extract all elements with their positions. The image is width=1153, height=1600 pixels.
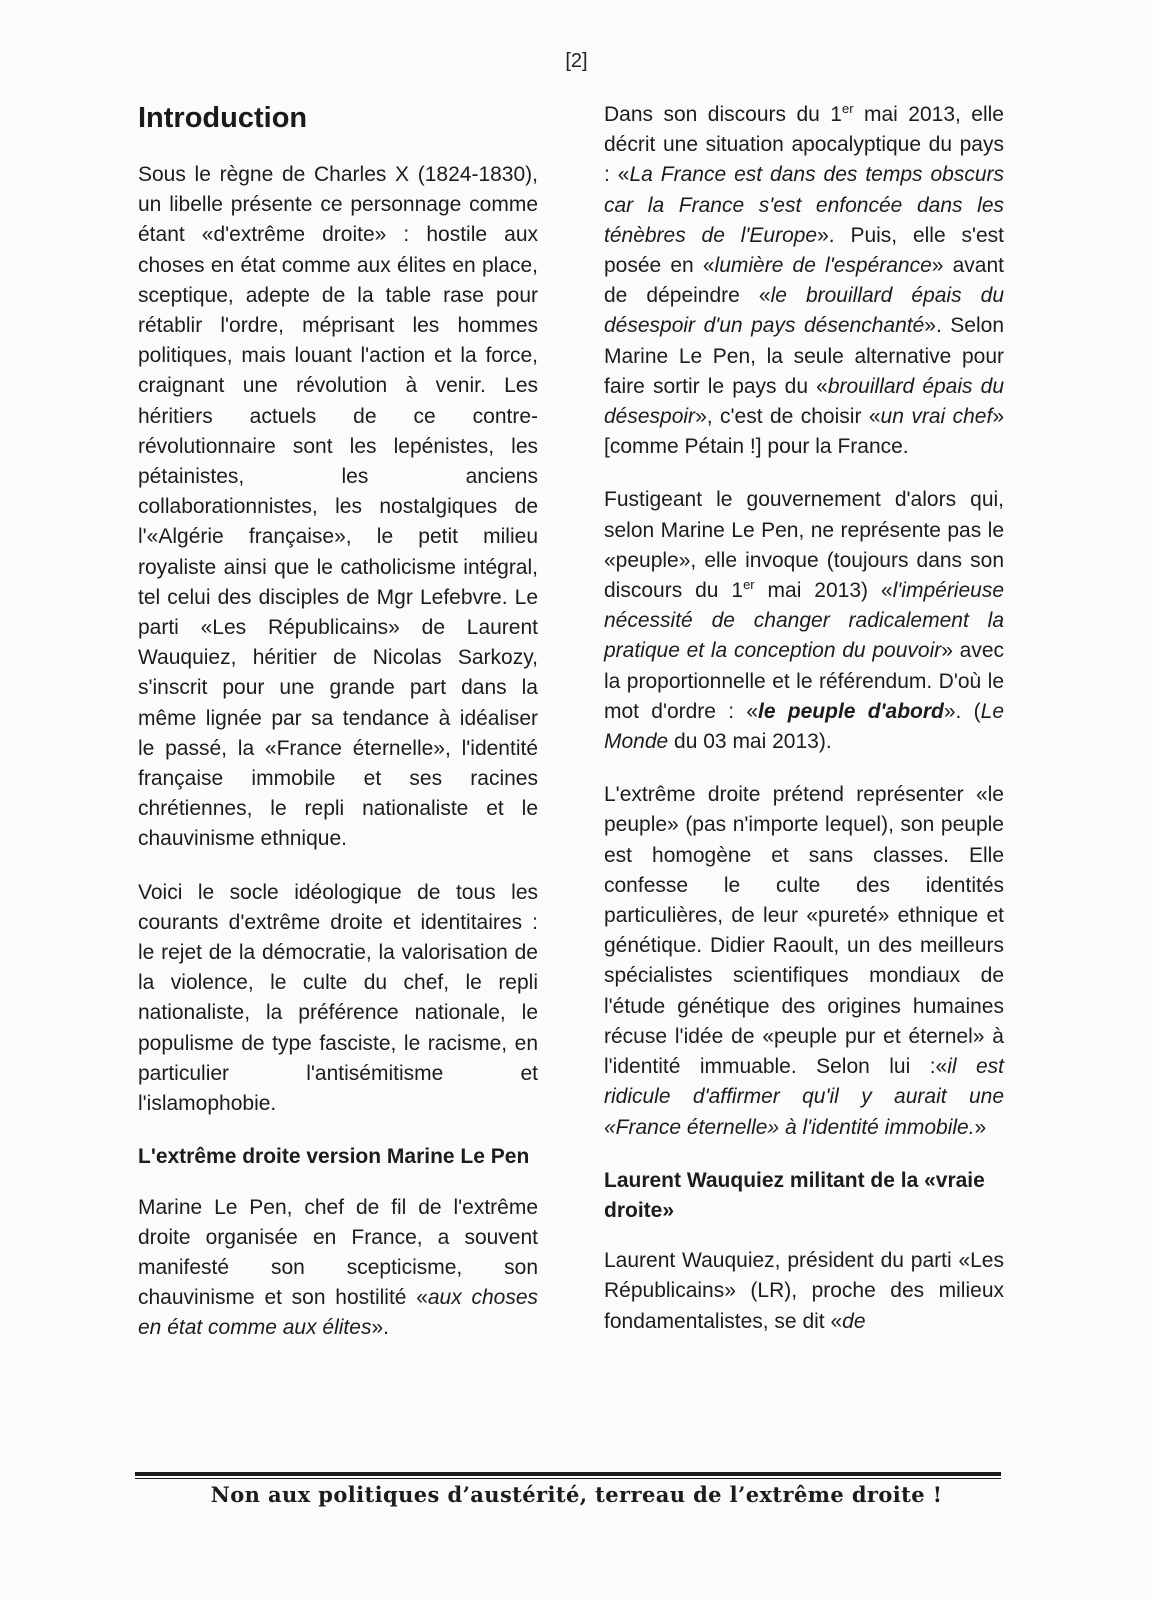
peuple-paragraph bbox=[604, 780, 1004, 1142]
wauquiez-paragraph bbox=[604, 1246, 1004, 1337]
italic-quote: La France est dans des temps obscurs car la France s'est enfoncée dans les ténèbres de l'Europe bbox=[604, 163, 1004, 247]
italic-quote: aux choses en état comme aux élites bbox=[138, 1286, 538, 1340]
footer-slogan: Non aux politiques d’austérité, terreau de l’extrême droite ! bbox=[210, 1482, 943, 1507]
fustigeant-paragraph bbox=[604, 485, 1004, 757]
text-run: ». ( bbox=[943, 699, 981, 723]
page-number: [2] bbox=[565, 50, 588, 72]
italic-quote: un vrai chef bbox=[880, 405, 993, 429]
text-run: Marine Le Pen, chef de fil de l'extrême droite organisée en France, a souvent manifesté son scepticisme, son chauvinisme et son hostilité « bbox=[138, 1195, 538, 1310]
text-run: » avant de dépeindre « bbox=[604, 254, 1004, 308]
text-run: » [comme Pétain !] pour la France. bbox=[604, 405, 1004, 459]
italic-quote: lumière de l'espérance bbox=[714, 254, 932, 278]
italic-quote: il est ridicule d'affirmer qu'il y aurait une «France éternelle» à l'identité immobile. bbox=[604, 1055, 1004, 1139]
text-run: Fustigeant le gouvernement d'alors qui, selon Marine Le Pen, ne représente pas le «peuple», elle invoque (toujours dans son discours du 1 bbox=[604, 488, 1004, 603]
text-run: L'extrême droite prétend représenter «le peuple» (pas n'importe lequel), son peuple est homogène et sans classes. Elle confesse le culte des identités particulières, de leur «pureté» ethnique et génétique. Didier Raoult, un des meilleurs spécialistes scientifiques mondiaux de l'étude génétique des origines humaines récuse l'idée de «peuple pur et éternel» à l'identité immuable. Selon lui :« bbox=[604, 783, 1004, 1079]
right-column bbox=[604, 100, 1004, 1360]
italic-quote: le brouillard épais du désespoir d'un pays désenchanté bbox=[604, 284, 1004, 338]
text-run: », c'est de choisir « bbox=[695, 405, 881, 429]
discours-paragraph bbox=[604, 100, 1004, 462]
intro-paragraph-1: Sous le règne de Charles X (1824-1830), un libelle présente ce personnage comme étant «d'extrême droite» : hostile aux choses en état comme aux élites en place, sceptique, adepte de la table rase pour rétablir l'ordre, méprisant les hommes politiques, mais louant l'action et la force, craignant une révolution à venir. Les héritiers actuels de ce contre-révolutionnaire sont les lepénistes, les pétainistes, les anciens collaborationnistes, les nostalgiques de l'«Algérie française», le petit milieu royaliste ainsi que le catholicisme intégral, tel celui des disciples de Mgr Lefebvre. Le parti «Les Républicains» de Laurent Wauquiez, héritier de Nicolas Sarkozy, s'inscrit pour une grande part dans la même lignée par sa tendance à idéaliser le passé, la «France éternelle», l'identité française immobile et ses racines chrétiennes, le repli nationaliste et le chauvinisme ethnique. bbox=[138, 163, 538, 851]
text-run: Laurent Wauquiez, président du parti «Les Républicains» (LR), proche des milieux fondamentalistes, se dit « bbox=[604, 1249, 1004, 1333]
marine-le-pen-paragraph bbox=[138, 1193, 538, 1344]
superscript: er bbox=[841, 101, 854, 116]
superscript: er bbox=[743, 577, 755, 593]
italic-source: Le Monde bbox=[604, 699, 1004, 754]
text-run: du 03 mai 2013). bbox=[668, 730, 832, 754]
text-run: mai 2013) « bbox=[754, 579, 893, 603]
italic-quote: l'impérieuse nécessité de changer radicalement la pratique et la conception du pouvoir bbox=[604, 579, 1005, 663]
footer-rule-thin bbox=[135, 1478, 1001, 1479]
text-run: ». bbox=[371, 1316, 389, 1340]
text-run: ». Selon Marine Le Pen, la seule alternative pour faire sortir le pays du « bbox=[604, 314, 1004, 398]
introduction-heading: Introduction bbox=[138, 102, 308, 134]
section-heading-wauquiez: Laurent Wauquiez militant de la «vraie droite» bbox=[604, 1168, 985, 1222]
text-run: mai 2013, elle décrit une situation apocalyptique du pays : « bbox=[604, 103, 1004, 187]
bold-italic-slogan: le peuple d'abord bbox=[758, 699, 944, 723]
text-run: ». Puis, elle s'est posée en « bbox=[604, 223, 1004, 278]
left-column bbox=[138, 96, 538, 1367]
italic-quote: brouillard épais du désespoir bbox=[604, 374, 1004, 429]
intro-paragraph-2: Voici le socle idéologique de tous les courants d'extrême droite et identitaires : le rejet de la démocratie, la valorisation de la violence, le culte du chef, le repli nationaliste, la préférence nationale, le populisme de type fasciste, le racisme, en particulier l'antisémitisme et l'islamophobie. bbox=[138, 880, 538, 1116]
section-heading-marine-le-pen: L'extrême droite version Marine Le Pen bbox=[138, 1145, 530, 1169]
footer-rule-thick bbox=[135, 1472, 1001, 1476]
text-run: » bbox=[974, 1115, 987, 1139]
text-run: » avec la proportionnelle et le référendum. D'où le mot d'ordre : « bbox=[604, 639, 1005, 723]
text-run: Dans son discours du 1 bbox=[604, 103, 842, 126]
italic-quote: de bbox=[842, 1309, 866, 1333]
